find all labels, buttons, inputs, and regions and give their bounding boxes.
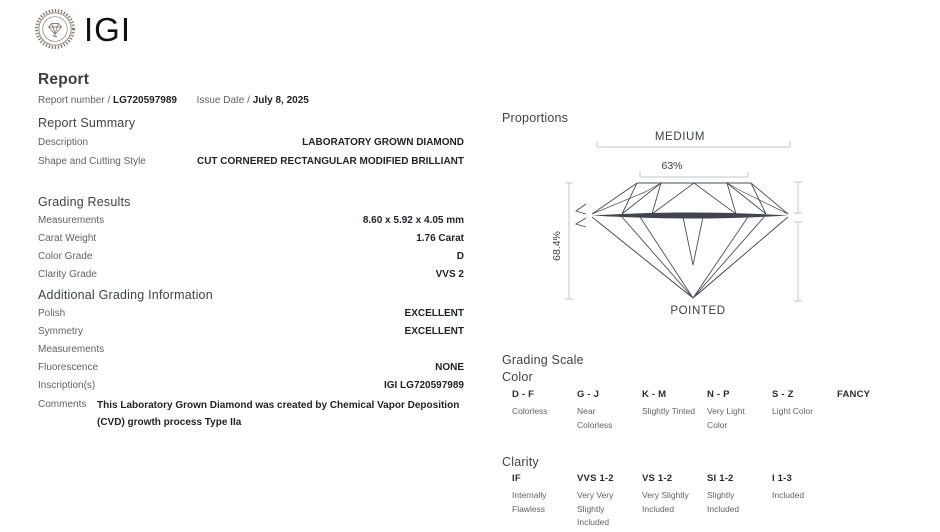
report-title: Report <box>38 71 90 88</box>
color-grade-column <box>837 389 902 432</box>
grade-description: Included <box>772 490 805 500</box>
clarity-scale-grid <box>512 473 837 530</box>
grade-range: K - M <box>642 389 667 400</box>
row-label: Description <box>38 137 89 148</box>
clarity-grade-column <box>512 473 577 530</box>
grade-description: Near Colorless <box>577 406 613 430</box>
additional-row <box>38 380 464 398</box>
row-label: Color Grade <box>38 251 93 262</box>
grade-range: VS 1-2 <box>642 473 673 484</box>
color-grade-column <box>512 389 577 432</box>
color-grade-column <box>707 389 772 432</box>
grading-results-heading: Grading Results <box>38 195 131 209</box>
row-label: Shape and Cutting Style <box>38 156 146 167</box>
row-value: IGI LG720597989 <box>383 380 464 391</box>
comments-text: This Laboratory Grown Diamond was created by Chemical Vapor Deposition (CVD) growth process Type IIa <box>97 400 460 428</box>
color-scale-heading: Color <box>502 370 533 384</box>
grade-description: Slightly Tinted <box>642 406 695 416</box>
row-value: EXCELLENT <box>404 308 464 319</box>
color-grade-column <box>577 389 642 432</box>
row-value: 1.76 Carat <box>416 233 464 244</box>
pavilion-depth-bracket <box>794 222 802 301</box>
additional-info-rows <box>38 308 464 398</box>
color-grade-column <box>642 389 707 432</box>
color-grade-column <box>772 389 837 432</box>
row-label: Polish <box>38 308 66 319</box>
row-value: 8.60 x 5.92 x 4.05 mm <box>362 215 464 226</box>
row-value: EXCELLENT <box>404 326 464 337</box>
issue-date-value: July 8, 2025 <box>252 95 309 106</box>
clarity-grade-column <box>772 473 837 530</box>
grading-row <box>38 251 464 269</box>
total-depth-bracket <box>565 183 573 299</box>
girdle-band <box>592 213 788 219</box>
grade-description: Very Very Slightly Included <box>577 490 614 528</box>
clarity-grade-column <box>642 473 707 530</box>
table-width-bracket <box>640 172 748 177</box>
girdle-callout-arrows-icon <box>576 204 586 227</box>
row-value: LABORATORY GROWN DIAMOND <box>302 137 464 148</box>
row-label: Clarity Grade <box>38 269 97 280</box>
row-label: Carat Weight <box>38 233 97 244</box>
row-value: D <box>456 251 464 262</box>
row-label: Fluorescence <box>38 362 99 373</box>
row-label: Symmetry <box>38 326 83 337</box>
igi-seal-icon <box>34 8 76 50</box>
diamond-profile-drawing <box>592 183 788 298</box>
clarity-scale-heading: Clarity <box>502 455 539 469</box>
grade-description: Colorless <box>512 406 548 416</box>
row-value: NONE <box>435 362 464 373</box>
row-value: CUT CORNERED RECTANGULAR MODIFIED BRILLIANT <box>196 156 464 167</box>
brand-header <box>34 8 131 50</box>
grade-range: I 1-3 <box>772 473 793 484</box>
grade-range: SI 1-2 <box>707 473 734 484</box>
report-number-value: LG720597989 <box>113 95 177 106</box>
comments-row <box>38 398 464 431</box>
summary-row <box>38 156 464 175</box>
additional-row <box>38 308 464 326</box>
additional-row <box>38 326 464 344</box>
issue-date-label: Issue Date / <box>196 95 250 106</box>
proportions-diagram <box>538 124 840 326</box>
additional-row <box>38 362 464 380</box>
report-summary-rows <box>38 137 464 175</box>
girdle-label: MEDIUM <box>654 131 706 143</box>
grade-range: FANCY <box>837 389 871 400</box>
grade-range: IF <box>512 473 521 484</box>
grading-results-rows <box>38 215 464 287</box>
grade-range: VVS 1-2 <box>577 473 614 484</box>
row-value: VVS 2 <box>435 269 464 280</box>
report-summary-heading: Report Summary <box>38 116 136 130</box>
crown-height-bracket <box>794 182 802 213</box>
grade-description: Internally Flawless <box>512 490 547 514</box>
report-number-label: Report number / <box>38 95 111 106</box>
row-label: Measurements <box>38 215 105 226</box>
proportions-heading: Proportions <box>502 111 569 125</box>
grading-row <box>38 269 464 287</box>
total-depth-percentage: 68.4% <box>551 231 563 261</box>
clarity-grade-column <box>707 473 772 530</box>
grading-row <box>38 233 464 251</box>
grade-range: S - Z <box>772 389 794 400</box>
row-label: Measurements <box>38 344 105 355</box>
row-label: Inscription(s) <box>38 380 96 391</box>
clarity-grade-column <box>577 473 642 530</box>
grading-scale-heading: Grading Scale <box>502 353 584 367</box>
summary-row <box>38 137 464 156</box>
grade-description: Light Color <box>772 406 814 416</box>
igi-wordmark: IGI <box>84 10 132 48</box>
additional-info-heading: Additional Grading Information <box>38 288 213 302</box>
seal-diamond-icon <box>49 24 62 38</box>
comments-label: Comments <box>38 399 87 410</box>
grade-range: G - J <box>577 389 600 400</box>
report-meta <box>38 95 309 106</box>
grade-range: N - P <box>707 389 730 400</box>
grade-description: Slightly Included <box>707 490 740 514</box>
table-percentage: 63% <box>661 160 683 172</box>
grade-description: Very Slightly Included <box>642 490 689 514</box>
grade-description: Very Light Color <box>707 406 745 430</box>
culet-label: POINTED <box>670 305 726 317</box>
grade-range: D - F <box>512 389 535 400</box>
additional-row <box>38 344 464 362</box>
grading-row <box>38 215 464 233</box>
color-scale-grid <box>512 389 902 432</box>
